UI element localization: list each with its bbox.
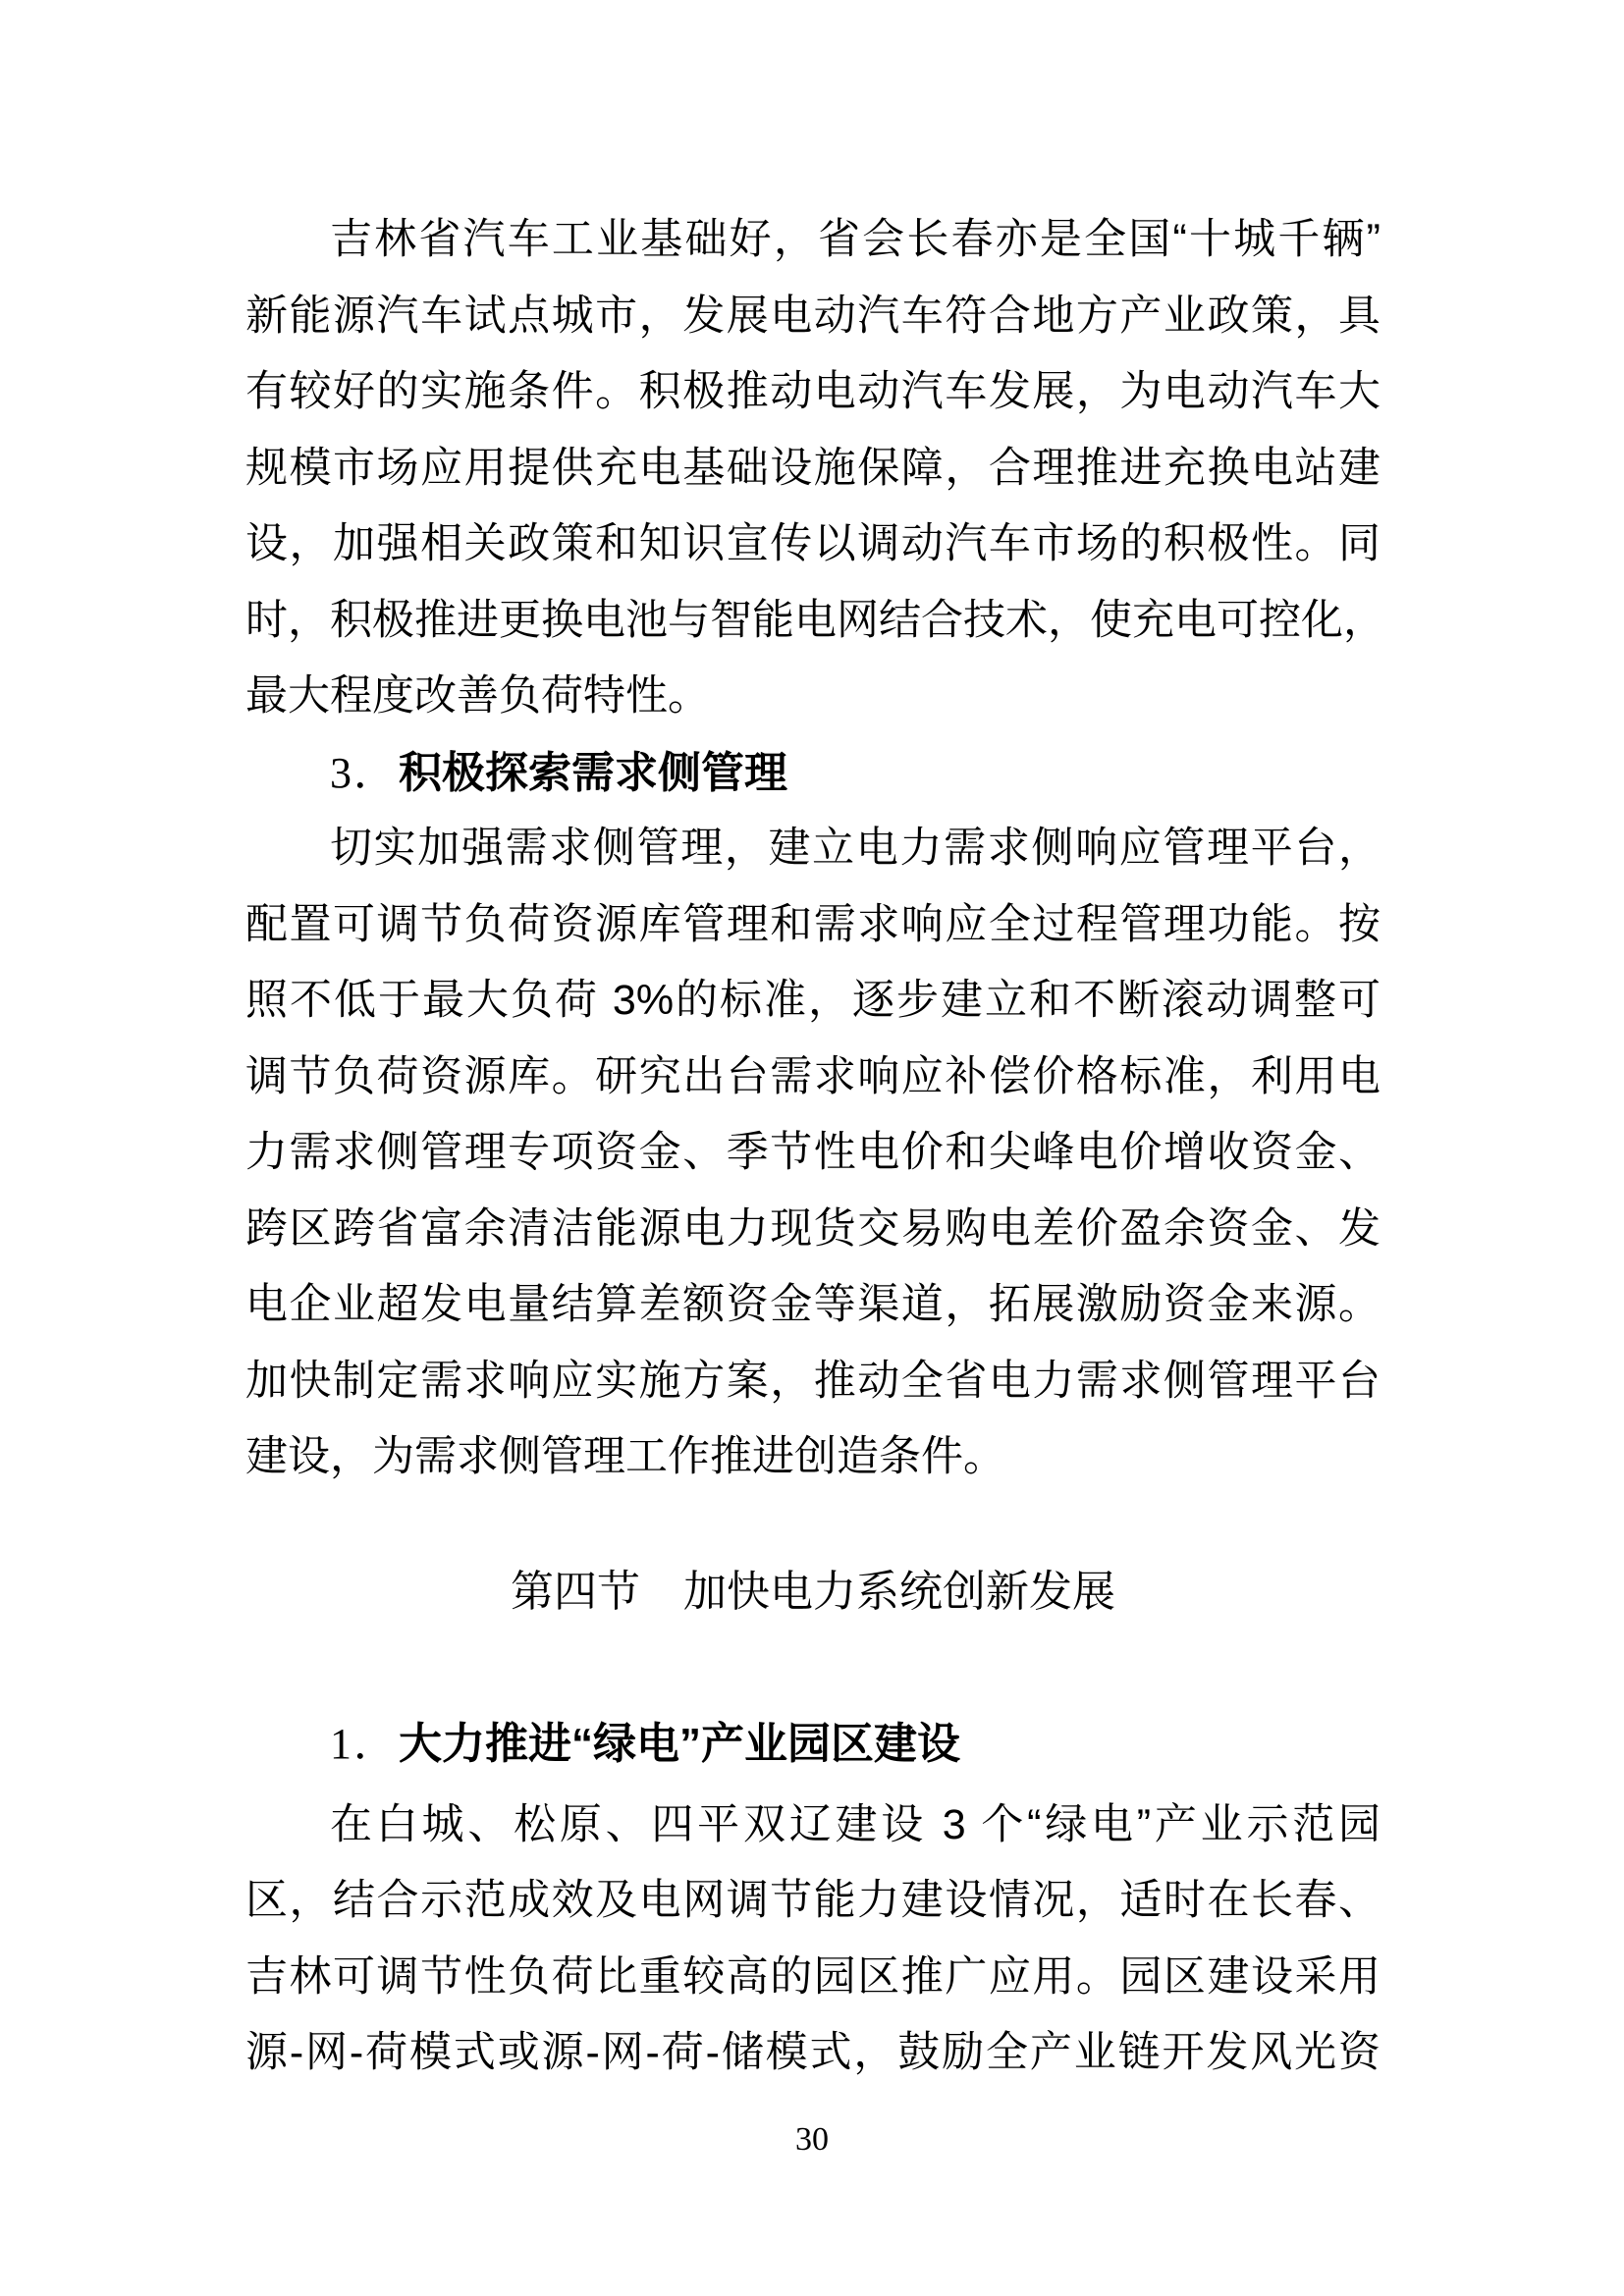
- numbered-heading-3: [245, 735, 1380, 812]
- section-heading: 第四节 加快电力系统创新发展: [511, 1567, 1115, 1616]
- text-line: 配置可调节负荷资源库管理和需求响应全过程管理功能。按: [245, 900, 1380, 948]
- page-number: 30: [795, 2121, 829, 2158]
- text-line: 新能源汽车试点城市，发展电动汽车符合地方产业政策，具: [245, 292, 1380, 340]
- text-line: 建设，为需求侧管理工作推进创造条件。: [245, 1433, 1005, 1480]
- text-line: 力需求侧管理专项资金、季节性电价和尖峰电价增收资金、: [245, 1129, 1380, 1176]
- heading-number: 1．: [330, 1720, 399, 1768]
- text-line: 加快制定需求响应实施方案，推动全省电力需求侧管理平台: [245, 1357, 1380, 1405]
- text-line: 照不低于最大负荷 3%的标准，逐步建立和不断滚动调整可: [245, 977, 1380, 1024]
- heading-text: 大力推进“绿电”产业园区建设: [399, 1720, 960, 1768]
- heading-text: 积极探索需求侧管理: [399, 748, 787, 797]
- text-line: 吉林省汽车工业基础好，省会长春亦是全国“十城千辆”: [330, 216, 1380, 263]
- text-line: 跨区跨省富余清洁能源电力现货交易购电差价盈余资金、发: [245, 1204, 1380, 1253]
- text-line: 最大程度改善负荷特性。: [245, 672, 710, 720]
- text-content: [245, 202, 1385, 2092]
- heading-number: 3．: [330, 748, 399, 797]
- text-line: 在白城、松原、四平双辽建设 3 个“绿电”产业示范园: [330, 1800, 1380, 1848]
- text-line: 设，加强相关政策和知识宣传以调动汽车市场的积极性。同: [245, 520, 1380, 567]
- text-line: 吉林可调节性负荷比重较高的园区推广应用。园区建设采用: [245, 1952, 1380, 2001]
- text-line: 区，结合示范成效及电网调节能力建设情况，适时在长春、: [245, 1877, 1380, 1924]
- text-line: 规模市场应用提供充电基础设施保障，合理推进充换电站建: [245, 444, 1380, 492]
- text-line: 切实加强需求侧管理，建立电力需求侧响应管理平台，: [330, 825, 1380, 872]
- text-line: 源-网-荷模式或源-网-荷-储模式，鼓励全产业链开发风光资: [245, 2029, 1380, 2076]
- text-line: 有较好的实施条件。积极推动电动汽车发展，为电动汽车大: [245, 368, 1380, 415]
- text-line: 电企业超发电量结算差额资金等渠道，拓展激励资金来源。: [245, 1281, 1380, 1328]
- numbered-heading-1: [245, 1706, 1380, 1783]
- text-line: 时，积极推进更换电池与智能电网结合技术，使充电可控化，: [245, 596, 1385, 644]
- text-line: 调节负荷资源库。研究出台需求响应补偿价格标准，利用电: [245, 1052, 1380, 1100]
